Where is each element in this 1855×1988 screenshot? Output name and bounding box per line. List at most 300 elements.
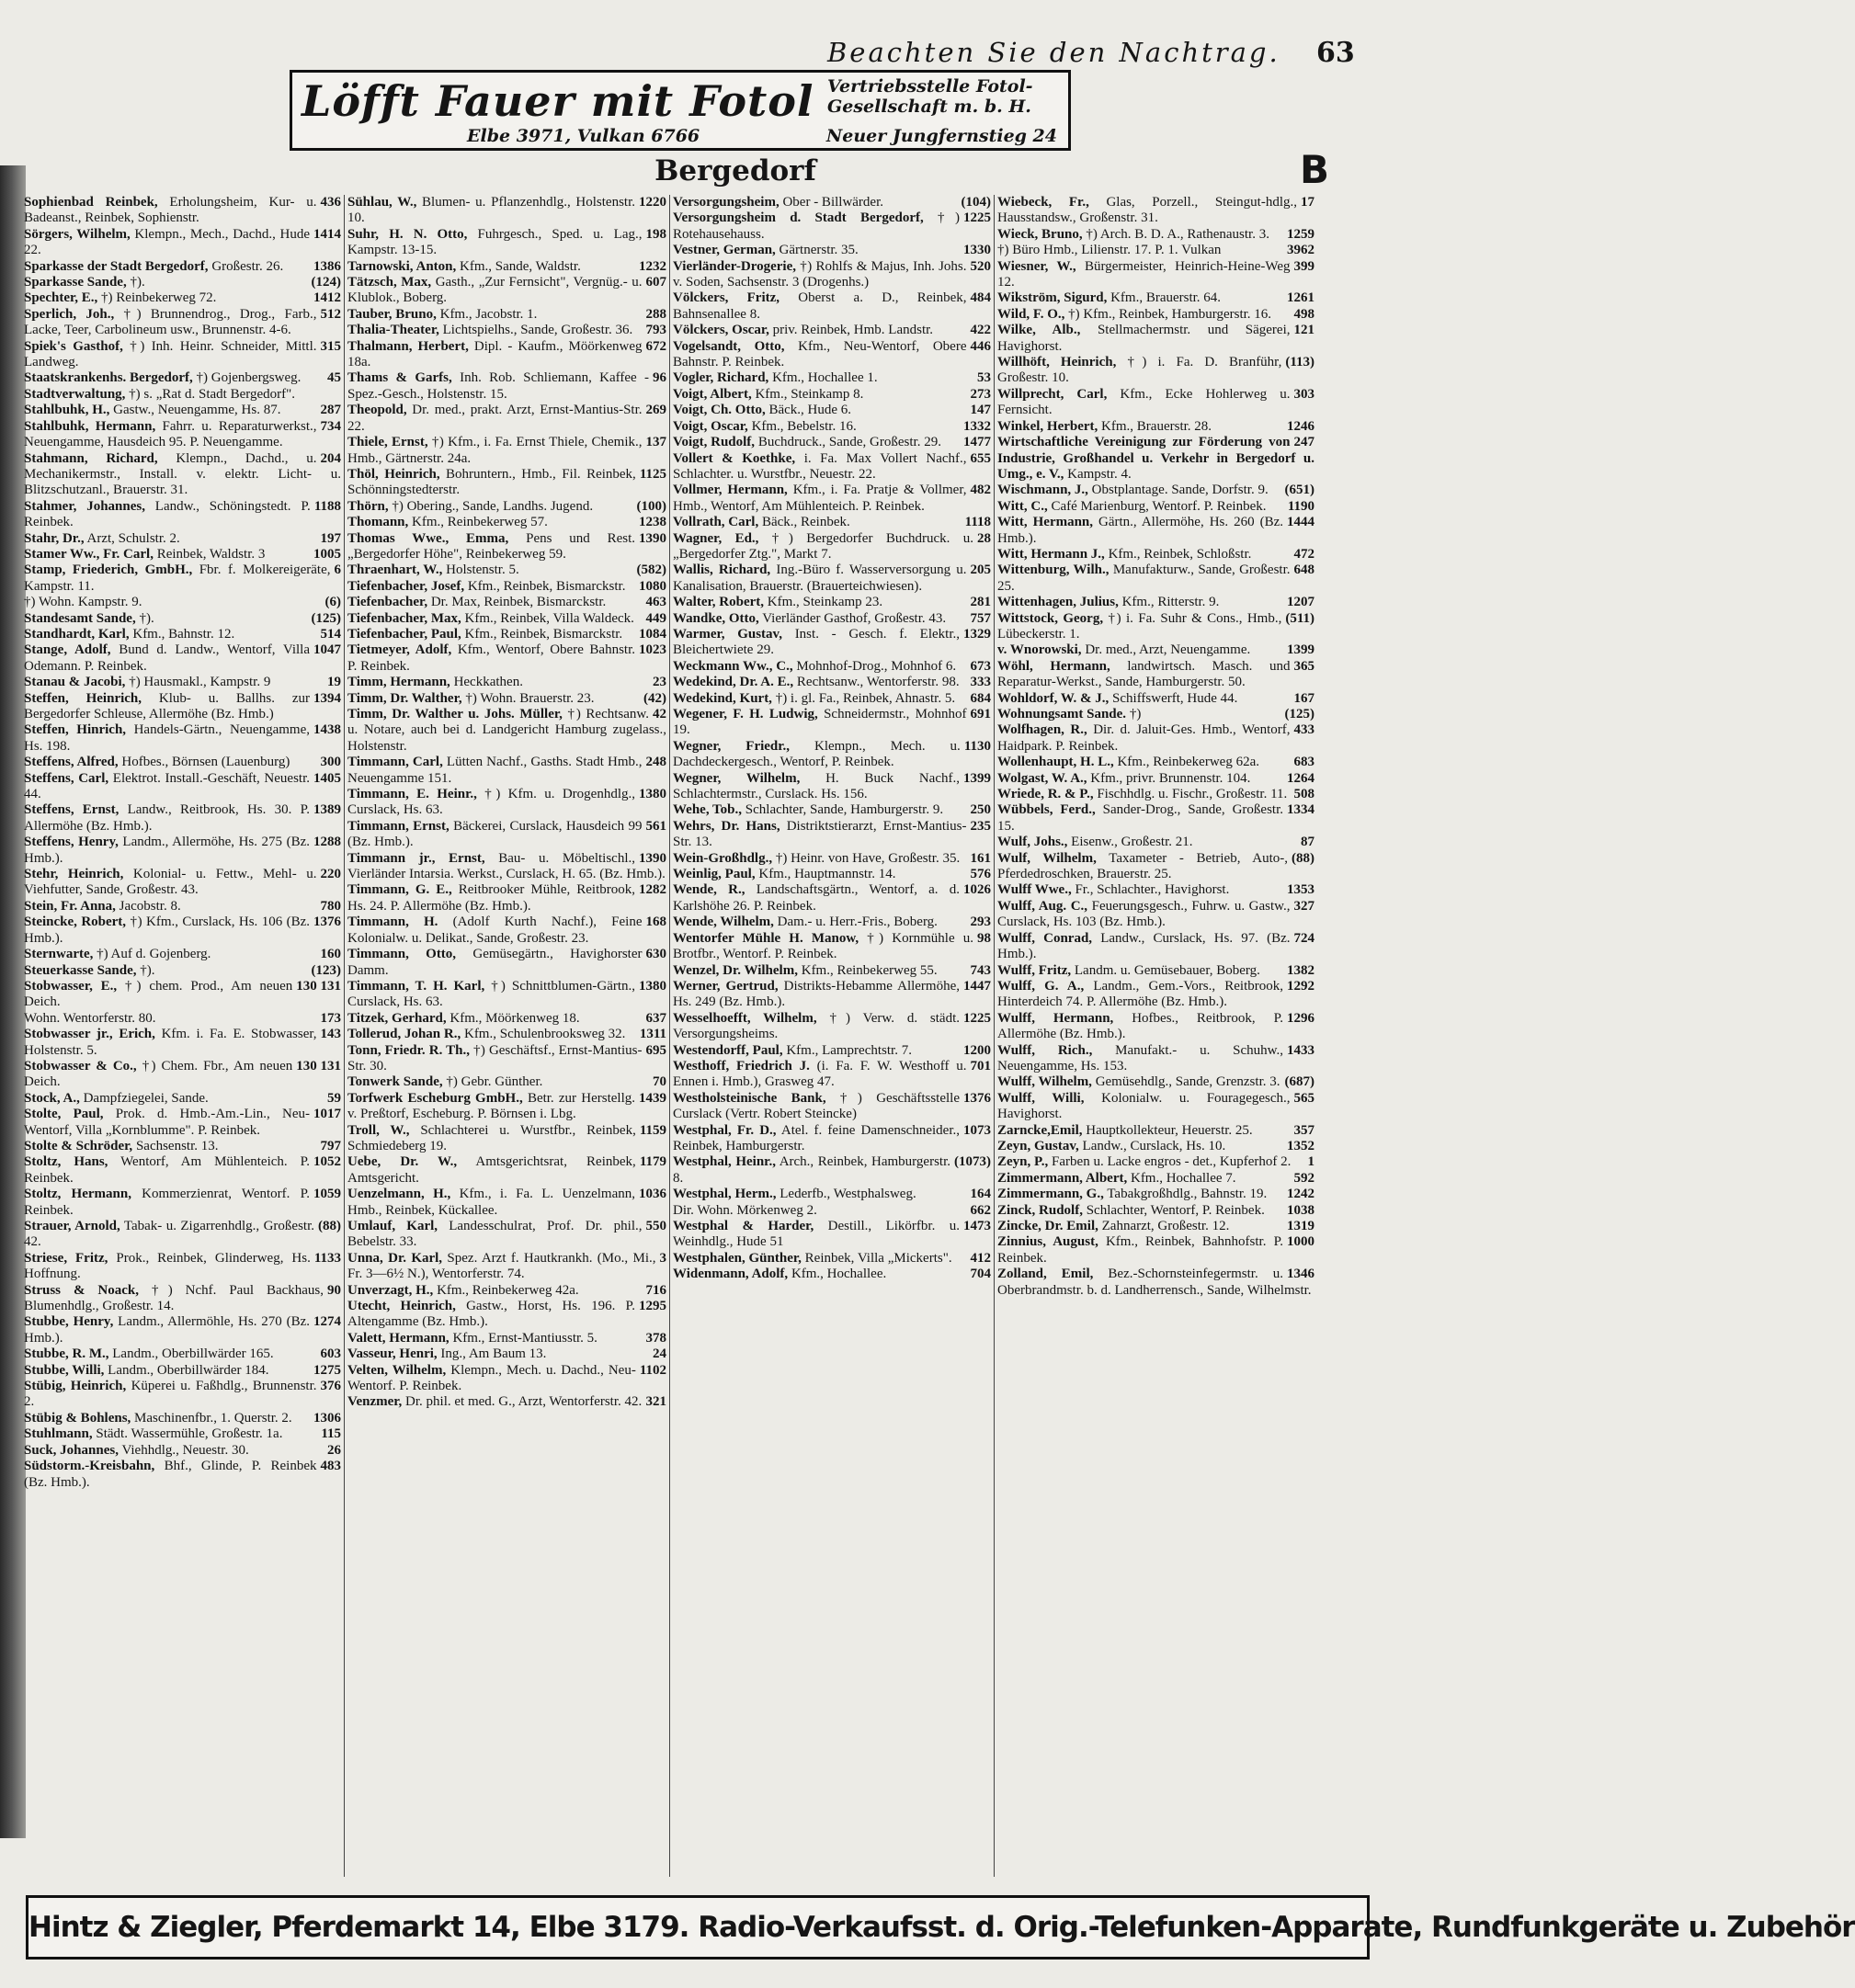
entry-phone: 321 (645, 1394, 666, 1410)
entry-name: Wende, Wilhelm, (673, 914, 774, 930)
entry-details: Atel. f. feine Damenschneider., Reinbek, Hamburgerstr. (673, 1122, 960, 1153)
entry-details: Tabakgroßhdlg., Bahnstr. 19. (1107, 1187, 1268, 1202)
directory-entry (24, 642, 341, 675)
entry-name: Timmann, Otto, (347, 947, 457, 962)
directory-entry (997, 802, 1314, 835)
entry-name: Weinlig, Paul, (673, 867, 756, 882)
entry-details: Eisenw., Großestr. 21. (1071, 835, 1193, 850)
entry-name: Zinck, Rudolf, (997, 1202, 1083, 1218)
entry-name: Witt, Hermann, (997, 515, 1094, 530)
entry-details: Reinbek, Waldstr. 3 (156, 546, 266, 562)
ad-company: Vertriebsstelle Fotol-Gesellschaft m. b. H. (827, 76, 1033, 117)
directory-entry (347, 531, 666, 563)
entry-name: Timmann, T. H. Karl, (347, 978, 485, 994)
directory-entry (997, 355, 1314, 387)
directory-entry (24, 1219, 341, 1251)
entry-name: Wolfhagen, R., (997, 722, 1087, 738)
entry-phone: 1376 (963, 1090, 991, 1106)
entry-name: Sörgers, Wilhelm, (24, 226, 131, 242)
entry-name: Timmann, E. Heinr., (347, 787, 477, 802)
entry-details: Bäckerei, Curslack, Hausdeich 99 (Bz. Hmb.). (347, 818, 643, 850)
entry-details: Schlachter, Sande, Hamburgerstr. 9. (745, 802, 944, 818)
directory-entry (673, 771, 991, 803)
entry-name: Westphal, Heinr., (673, 1154, 776, 1170)
entry-phone: 96 (653, 370, 666, 386)
entry-phone: 17 (1301, 195, 1314, 210)
entry-details: †) Büro Hmb., Lilienstr. 17. P. 1. Vulkan (997, 243, 1222, 258)
entry-phone: 484 (970, 290, 991, 306)
entry-name: Stoltz, Hans, (24, 1154, 108, 1170)
entry-phone: 235 (970, 818, 991, 834)
entry-phone: 173 (320, 1010, 341, 1026)
directory-entry (997, 323, 1314, 355)
bottom-advertisement: Hintz & Ziegler, Pferdemarkt 14, Elbe 3179. Radio-Verkaufsst. d. Orig.-Telefunken-Apparate, Rundfunkgeräte u. Zubehör (26, 1895, 1370, 1960)
entry-name: Stolte, Paul, (24, 1107, 104, 1122)
directory-entry (24, 691, 341, 723)
entry-details: Landm. u. Gemüsebauer, Boberg. (1074, 962, 1260, 978)
entry-details: Kfm., Bebelstr. 16. (751, 418, 857, 434)
directory-entry (24, 1314, 341, 1346)
entry-name: Suck, Johannes, (24, 1442, 119, 1458)
entry-phone: 757 (970, 610, 991, 626)
entry-name: Westphalen, Günther, (673, 1250, 802, 1266)
entry-details: Klempn., Mech., Dachd., Hude 22. (24, 226, 310, 258)
entry-phone: 1000 (1287, 1234, 1314, 1250)
entry-name: Stein, Fr. Anna, (24, 898, 116, 914)
entry-phone: 315 (320, 338, 341, 354)
directory-entry (24, 1027, 341, 1059)
entry-name: Wübbels, Ferd., (997, 802, 1096, 818)
entry-details: Küperei u. Faßhdlg., Brunnenstr. 2. (24, 1379, 317, 1410)
entry-name: Völckers, Oscar, (673, 323, 769, 338)
entry-phone: 1047 (313, 642, 341, 658)
directory-entry (24, 1411, 341, 1426)
entry-details: Kfm., Ritterstr. 9. (1121, 595, 1220, 610)
entry-name: Strauer, Arnold, (24, 1219, 120, 1233)
entry-name: Zolland, Emil, (997, 1267, 1094, 1282)
entry-phone: 673 (970, 658, 991, 674)
entry-name: Werner, Gertrud, (673, 978, 779, 994)
entry-name: Thraenhart, W., (347, 562, 443, 578)
entry-phone: 1188 (313, 498, 341, 514)
entry-details: Obstplantage. Sande, Dorfstr. 9. (1091, 483, 1269, 498)
directory-entry (347, 914, 666, 947)
entry-name: Wenzel, Dr. Wilhelm, (673, 962, 798, 978)
entry-details: Zahnarzt, Großestr. 12. (1101, 1219, 1230, 1233)
entry-phone: 1389 (313, 802, 341, 818)
entry-phone: 1295 (639, 1299, 666, 1314)
entry-phone: 780 (320, 898, 341, 914)
entry-name: Standesamt Sande, (24, 610, 136, 626)
entry-details: Sander-Drog., Sande, Großestr. 15. (997, 802, 1283, 834)
directory-entry (24, 963, 341, 979)
entry-details: †) Chem. Fbr., Am neuen Deich. (24, 1058, 293, 1090)
entry-phone: 1238 (639, 515, 666, 530)
entry-phone: 28 (977, 530, 991, 546)
entry-details: Kfm., Neu-Wentorf, Obere Bahnstr. P. Reinbek. (673, 338, 967, 370)
entry-details: †) Inh. Heinr. Schneider, Mittl. Landweg. (24, 338, 317, 370)
entry-details: †) Wohn. Brauerstr. 23. (465, 690, 595, 706)
entry-name: Wagner, Ed., (673, 530, 759, 546)
entry-details: †) Rohlfs & Majus, Inh. Johs. v. Soden, Sachsenstr. 3 (Drogenhs.) (673, 258, 967, 290)
entry-details: Kfm., Wentorf, Obere Bahnstr. P. Reinbek. (347, 642, 636, 674)
directory-entry (24, 195, 341, 227)
entry-details: Klempn., Dachd., u. Mechanikermstr., Install. v. elektr. Licht- u. Blitzschutzanl., Brauerstr. 31. (24, 450, 341, 498)
directory-entry (24, 370, 341, 386)
entry-details: Lederfb., Westphalsweg. (780, 1187, 916, 1202)
entry-phone: (687) (1284, 1074, 1314, 1090)
entry-name: Stahr, Dr., (24, 530, 85, 546)
entry-details: Kfm., Reinbekerweg 62a. (1117, 755, 1259, 770)
entry-phone: 161 (970, 850, 991, 866)
entry-details: Dampfziegelei, Sande. (83, 1090, 209, 1106)
entry-phone: 648 (1293, 562, 1314, 578)
entry-name: Thomann, (347, 515, 409, 530)
entry-name: Wesselhoefft, Wilhelm, (673, 1010, 817, 1026)
entry-phone: 483 (320, 1459, 341, 1474)
entry-phone: 1433 (1287, 1042, 1314, 1058)
directory-entry (997, 499, 1314, 515)
entry-name: Uenzelmann, H., (347, 1187, 451, 1202)
directory-entry (673, 1011, 991, 1043)
directory-entry (24, 675, 341, 690)
directory-entry (997, 419, 1314, 435)
entry-phone: 592 (1293, 1170, 1314, 1186)
entry-phone: 1259 (1287, 226, 1314, 242)
entry-name: Troll, W., (347, 1122, 410, 1138)
directory-entry (24, 1154, 341, 1187)
directory-entry (997, 931, 1314, 963)
entry-name: Thalia-Theater, (347, 323, 439, 338)
entry-phone: 1332 (963, 418, 991, 434)
directory-entry (997, 722, 1314, 755)
entry-name: Torfwerk Escheburg GmbH., (347, 1090, 523, 1106)
entry-phone: (511) (1285, 610, 1314, 626)
directory-entry (997, 307, 1314, 323)
entry-name: Titzek, Gerhard, (347, 1010, 447, 1026)
entry-phone: 147 (970, 403, 991, 418)
entry-details: Fbr. f. Molkereigeräte, Kampstr. 11. (24, 562, 331, 594)
directory-entry (997, 290, 1314, 306)
directory-entry (997, 691, 1314, 707)
entry-name: Stahmer, Johannes, (24, 498, 145, 514)
entry-phone: 23 (653, 675, 666, 690)
directory-entry (347, 851, 666, 883)
entry-details: †) Kfm., i. Fa. Ernst Thiele, Chemik., Hmb., Gärtnerstr. 24a. (347, 435, 643, 466)
directory-entry (673, 339, 991, 371)
directory-entry (24, 802, 341, 835)
entry-name: Wulff, Willi, (997, 1090, 1085, 1106)
entry-phone: (1073) (954, 1154, 991, 1170)
entry-phone: (88) (1292, 850, 1314, 866)
entry-phone: 167 (1293, 690, 1314, 706)
entry-name: Wein-Großhdlg., (673, 850, 773, 866)
directory-entry (673, 323, 991, 338)
entry-details: †) Wohn. Kampstr. 9. (24, 595, 142, 610)
directory-entry (997, 1203, 1314, 1219)
entry-phone: 19 (327, 675, 341, 690)
entry-details: Landm., Oberbillwärder 184. (108, 1362, 269, 1378)
entry-phone: 300 (320, 755, 341, 770)
entry-phone: 168 (645, 914, 666, 930)
entry-name: Wehe, Tob., (673, 802, 743, 818)
ad-slogan: Löfft Fauer mit Fotol (302, 76, 814, 126)
directory-entry (347, 259, 666, 275)
directory-entry (24, 1426, 341, 1442)
directory-entry (24, 419, 341, 451)
entry-details: Erholungsheim, Kur- u. Badeanst., Reinbek, Sophienstr. (24, 195, 317, 226)
entry-phone: 1017 (313, 1107, 341, 1122)
directory-entry (24, 1107, 341, 1139)
entry-name: Versorgungsheim, (673, 195, 780, 210)
directory-entry (24, 595, 341, 610)
directory-entry (673, 403, 991, 418)
directory-entry (24, 1379, 341, 1411)
entry-phone: 1334 (1287, 802, 1314, 818)
entry-details: Viehhdlg., Neuestr. 30. (121, 1442, 249, 1458)
entry-phone: 220 (320, 867, 341, 882)
entry-name: Voigt, Ch. Otto, (673, 403, 766, 418)
entry-details: Landm., Gem.-Vors., Reitbrook, Hinterdeich 74. P. Allermöhe (Bz. Hmb.). (997, 978, 1284, 1010)
entry-details: †) Kornmühle u. Brotfbr., Wentorf. P. Reinbek. (673, 930, 973, 962)
entry-phone: 1380 (639, 787, 666, 802)
entry-phone: 1125 (639, 466, 666, 482)
entry-name: Suhr, H. N. Otto, (347, 226, 468, 242)
entry-name: Thörn, (347, 498, 389, 514)
entry-name: Versorgungsheim d. Stadt Bergedorf, (673, 210, 924, 226)
entry-name: Wulff, G. A., (997, 978, 1085, 994)
directory-entry (997, 595, 1314, 610)
directory-entry (673, 611, 991, 627)
entry-details: †) Rotehausehauss. (673, 210, 961, 242)
directory-entry (347, 339, 666, 371)
directory-entry (997, 1267, 1314, 1299)
entry-details: †) Reinbekerweg 72. (101, 290, 217, 306)
entry-name: Stobwasser jr., Erich, (24, 1027, 155, 1042)
entry-name: Wegner, Wilhelm, (673, 770, 801, 786)
directory-entry (347, 627, 666, 642)
entry-phone: 472 (1293, 546, 1314, 562)
entry-name: Theopold, (347, 403, 407, 418)
entry-phone: 1306 (313, 1410, 341, 1426)
directory-entry (997, 851, 1314, 883)
entry-details: Mohnhof-Drog., Mohnhof 6. (796, 658, 957, 674)
entry-name: Stübig, Heinrich, (24, 1379, 127, 1394)
entry-details: †) Nchf. Paul Backhaus, Blumenhdlg., Großestr. 14. (24, 1282, 324, 1314)
entry-name: Westendorff, Paul, (673, 1042, 783, 1058)
entry-details: Café Marienburg, Wentorf. P. Reinbek. (1051, 498, 1267, 514)
entry-details: Kfm., privr. Brunnenstr. 104. (1090, 770, 1251, 786)
directory-column-1 (24, 195, 341, 1886)
directory-columns (24, 195, 1314, 1886)
entry-name: Tiefenbacher, (347, 595, 428, 610)
entry-name: Wehrs, Dr. Hans, (673, 818, 780, 834)
directory-entry (673, 963, 991, 979)
directory-entry (347, 595, 666, 610)
entry-details: Sachsenstr. 13. (135, 1138, 219, 1153)
entry-details: Dr. med., Arzt, Neuengamme. (1085, 642, 1251, 658)
entry-phone: 1330 (963, 243, 991, 258)
entry-details: Landm., Allermöhe, Hs. 275 (Bz. Hmb.). (24, 835, 310, 866)
entry-phone: 1399 (1287, 642, 1314, 658)
entry-name: Wittenburg, Wilh., (997, 562, 1110, 578)
entry-details: Fuhrgesch., Sped. u. Lag., Kampstr. 13-15. (347, 226, 643, 258)
entry-details: Kfm., Brauerstr. 28. (1101, 418, 1212, 434)
entry-details: Hofbes., Börnsen (Lauenburg) (121, 755, 290, 770)
entry-details: Landesschulrat, Prof. Dr. phil., Bebelstr. 33. (347, 1219, 643, 1250)
entry-details: Gastw., Horst, Hs. 196. P. Altengamme (Bz. Hmb.). (347, 1299, 635, 1330)
entry-details: †) Gojenbergsweg. (196, 370, 302, 386)
entry-phone: 53 (977, 370, 991, 386)
entry-details: Handels-Gärtn., Neuengamme, Hs. 198. (24, 722, 310, 754)
entry-details: †) Geschäftsf., Ernst-Mantius-Str. 30. (347, 1042, 643, 1074)
entry-name: Thalmann, Herbert, (347, 338, 469, 354)
entry-phone: 1179 (639, 1154, 666, 1170)
entry-name: Wallis, Richard, (673, 562, 771, 578)
entry-phone: 724 (1293, 930, 1314, 946)
directory-entry (24, 722, 341, 755)
entry-phone: 1200 (963, 1042, 991, 1058)
entry-name: Warmer, Gustav, (673, 626, 782, 642)
entry-name: Sophienbad Reinbek, (24, 195, 158, 210)
entry-name: Timmann, Carl, (347, 755, 443, 770)
directory-entry (997, 1011, 1314, 1043)
entry-name: Wulff, Wilhelm, (997, 1074, 1092, 1090)
directory-entry (347, 1251, 666, 1283)
directory-entry (997, 1091, 1314, 1123)
entry-details: Manufakt.- u. Schuhw., Neuengamme, Hs. 153. (997, 1042, 1284, 1074)
entry-details: Klub- u. Ballhs. zur Bergedorfer Schleuse, Allermöhe (Bz. Hmb.) (24, 690, 311, 721)
directory-entry (347, 1011, 666, 1027)
entry-phone: 87 (1301, 835, 1314, 850)
entry-phone: 59 (327, 1090, 341, 1106)
entry-name: Timm, Dr. Walther, (347, 690, 462, 706)
entry-details: Wentorf, Am Mühlenteich. P. Reinbek. (24, 1154, 311, 1186)
entry-details: †) i. Fa. Suhr & Cons., Hmb., Lübeckerstr. 1. (997, 610, 1282, 642)
entry-details: Landw., Reitbrook, Hs. 30. P. Allermöhe (Bz. Hmb.). (24, 802, 310, 834)
entry-phone: 550 (645, 1219, 666, 1233)
directory-entry (24, 1059, 341, 1091)
entry-details: Reinbek, Villa „Mickerts". (804, 1250, 952, 1266)
entry-phone: 1118 (964, 515, 991, 530)
entry-phone: 684 (970, 690, 991, 706)
entry-details: Arzt, Schulstr. 2. (86, 530, 180, 546)
entry-phone: 143 (320, 1027, 341, 1042)
entry-name: Struss & Noack, (24, 1282, 140, 1298)
directory-entry (997, 1234, 1314, 1267)
entry-phone: 1261 (1287, 290, 1314, 306)
entry-phone: 797 (320, 1138, 341, 1153)
entry-details: †) Geschäftsstelle Curslack (Vertr. Robert Steincke) (673, 1090, 961, 1122)
entry-name: Witt, Hermann J., (997, 546, 1105, 562)
entry-phone: 269 (645, 403, 666, 418)
entry-phone: 1292 (1287, 978, 1314, 994)
directory-entry (347, 1187, 666, 1219)
entry-name: Voigt, Rudolf, (673, 435, 756, 450)
directory-entry (347, 979, 666, 1011)
entry-name: Wulff, Rich., (997, 1042, 1093, 1058)
entry-details: Kfm., Reinbek, Bismarckstr. (464, 626, 623, 642)
entry-details: Dipl. - Kaufm., Möörkenweg 18a. (347, 338, 643, 370)
entry-name: Stadtverwaltung, (24, 386, 126, 402)
directory-entry (997, 899, 1314, 931)
directory-entry (997, 659, 1314, 691)
entry-phone: 1352 (1287, 1138, 1314, 1153)
directory-entry (347, 1043, 666, 1075)
entry-phone: 205 (970, 562, 991, 578)
entry-phone: 115 (321, 1426, 341, 1442)
entry-phone: 1220 (639, 195, 666, 210)
entry-name: Stolte & Schröder, (24, 1138, 133, 1153)
entry-details: Klempn., Mech. u. Dachdeckergesch., Wentorf, P. Reinbek. (673, 738, 961, 770)
entry-details: i. Fa. Max Vollert Nachf., Schlachter. u. Wurstfbr., Neuestr. 22. (673, 450, 967, 482)
entry-details: Kfm., Schulenbrooksweg 32. (463, 1027, 626, 1042)
directory-entry (24, 835, 341, 867)
directory-entry (24, 531, 341, 547)
directory-entry (673, 802, 991, 818)
entry-details: Kfm., Reinbekerweg 42a. (437, 1282, 579, 1298)
entry-phone: 273 (970, 386, 991, 402)
directory-entry (24, 914, 341, 947)
directory-entry (997, 707, 1314, 722)
entry-details: †) Hausmakl., Kampstr. 9 (129, 675, 271, 690)
entry-name: Vogelsandt, Otto, (673, 338, 785, 354)
directory-entry (347, 195, 666, 227)
entry-phone: 1394 (313, 690, 341, 706)
directory-entry (997, 1219, 1314, 1234)
entry-name: Wohnungsamt Sande. (997, 707, 1127, 721)
entry-phone: 378 (645, 1330, 666, 1346)
entry-details: Stellmachermstr. und Sägerei, Havighorst. (997, 323, 1291, 354)
entry-phone: 1133 (313, 1250, 341, 1266)
entry-phone: 1382 (1287, 962, 1314, 978)
entry-details: Kfm., i. Fa. L. Uenzelmann, Hmb., Reinbek, Kückallee. (347, 1187, 636, 1218)
entry-name: Wulff, Aug. C., (997, 898, 1088, 914)
entry-details: Landw., Curslack, Hs. 97. (Bz. Hmb.). (997, 930, 1291, 962)
entry-details: Bhf., Glinde, P. Reinbek (Bz. Hmb.). (24, 1459, 317, 1490)
directory-entry (997, 387, 1314, 419)
directory-entry (673, 1091, 991, 1123)
entry-details: Landm., Allermöhle, Hs. 270 (Bz. Hmb.). (24, 1314, 310, 1346)
directory-entry (24, 1443, 341, 1459)
entry-details: Schlachterei u. Wurstfbr., Reinbek, Schmiedeberg 19. (347, 1122, 636, 1153)
entry-phone: 1386 (313, 258, 341, 274)
entry-details: Dr. Max, Reinbek, Bismarckstr. (430, 595, 607, 610)
ad-address: Neuer Jungfernstieg 24 (825, 126, 1057, 146)
directory-entry (24, 1251, 341, 1283)
directory-entry (24, 499, 341, 531)
entry-details: Destill., Likörfbr. u. Weinhdlg., Hude 51 (673, 1219, 960, 1250)
entry-name: Stamer Ww., Fr. Carl, (24, 546, 154, 562)
entry-details: priv. Reinbek, Hmb. Landstr. (772, 323, 934, 338)
entry-details: Spez. Arzt f. Hautkrankh. (Mo., Mi., Fr. 3—6½ N.), Wentorferstr. 74. (347, 1250, 656, 1282)
entry-details: †) Arch. B. D. A., Rathenaustr. 3. (1086, 226, 1269, 242)
entry-name: Wolgast, W. A., (997, 770, 1087, 786)
directory-entry (24, 290, 341, 306)
entry-details: Tabak- u. Zigarrenhdlg., Großestr. 42. (24, 1219, 315, 1250)
entry-details: Kfm., Reinbek, Bahnhofstr. P. Reinbek. (997, 1234, 1284, 1266)
directory-entry (997, 243, 1314, 258)
entry-details: †) Kfm. u. Drogenhdlg., Curslack, Hs. 63. (347, 787, 635, 818)
entry-name: Timmann, G. E., (347, 882, 452, 898)
entry-phone: 287 (320, 403, 341, 418)
directory-entry (997, 547, 1314, 562)
directory-entry (673, 627, 991, 659)
entry-name: Wende, R., (673, 882, 745, 898)
directory-entry (997, 611, 1314, 643)
directory-entry (673, 483, 991, 515)
entry-phone: 26 (327, 1442, 341, 1458)
